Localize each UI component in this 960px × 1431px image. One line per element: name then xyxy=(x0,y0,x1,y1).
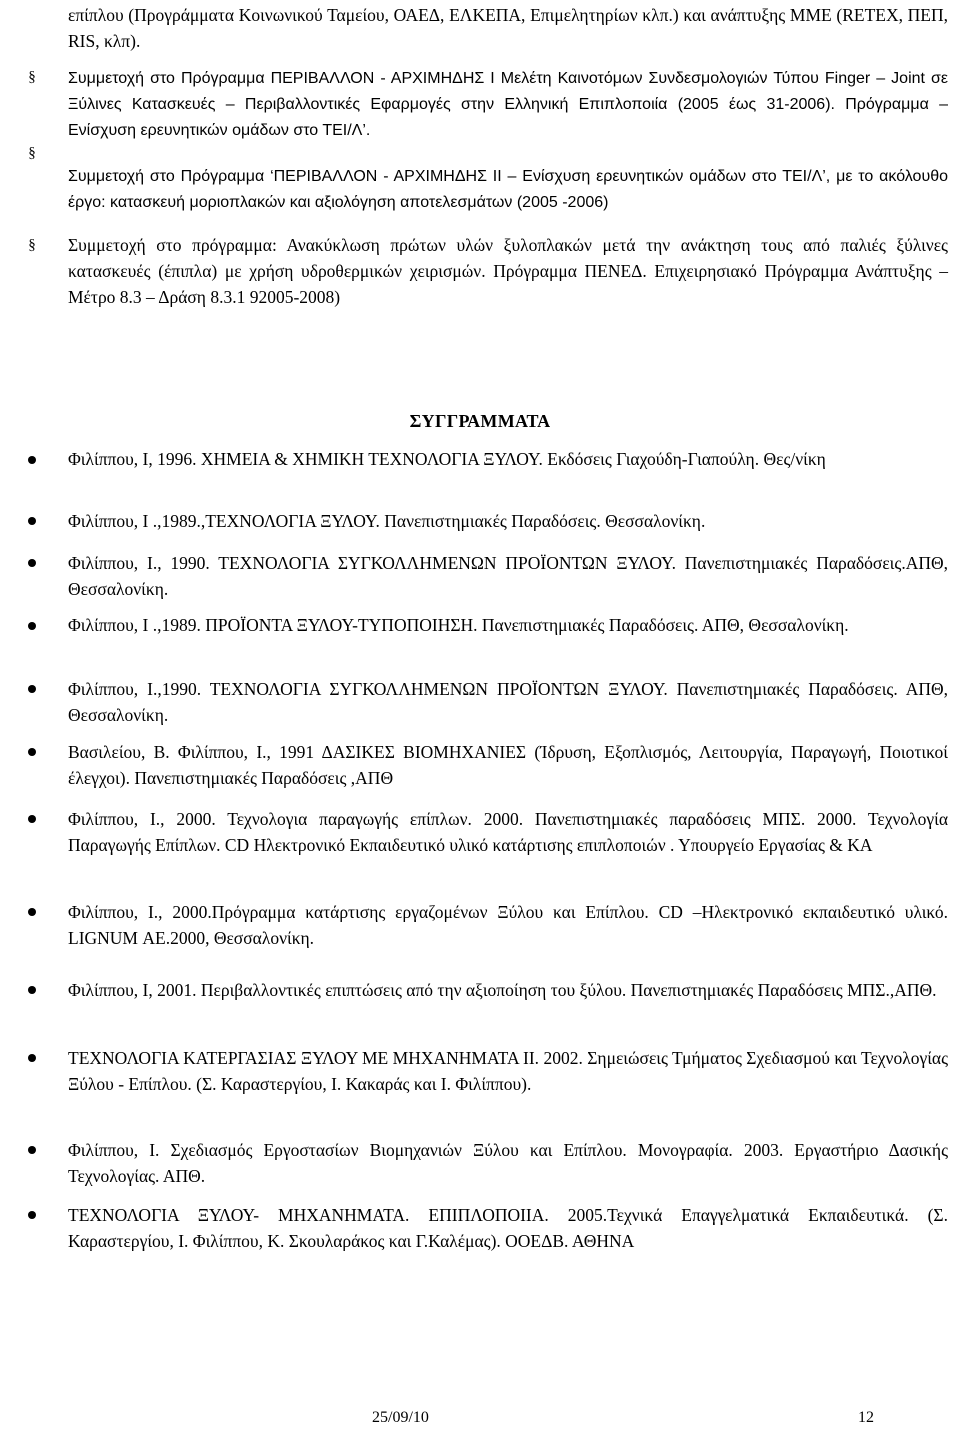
reference-item: Φιλίππου, Ι .,1989. ΠΡΟΪΟΝΤΑ ΞΥΛΟΥ-ΤΥΠΟΠΟΙΗΣΗ. Πανεπιστημιακές Παραδόσεις. ΑΠΘ, Θεσσαλονίκη. xyxy=(68,615,849,635)
project-item xyxy=(52,66,948,144)
project-item xyxy=(52,232,948,310)
reference-item: Φιλίππου, Ι, 1996. ΧΗΜΕΙΑ & ΧΗΜΙΚΗ ΤΕΧΝΟΛΟΓΙΑ ΞΥΛΟΥ. Εκδόσεις Γιαχούδη-Γιαπούλη. Θες/νίκη xyxy=(68,449,826,469)
section-ornament-icon: § xyxy=(28,145,36,161)
reference-item: Βασιλείου, Β. Φιλίππου, Ι., 1991 ΔΑΣΙΚΕΣ ΒΙΟΜΗΧΑΝΙΕΣ (Ίδρυση, Εξοπλισμός, Λειτουργία, Παραγωγή, Ποιοτικοί έλεγχοι). Πανεπιστημιακές Παραδόσεις ,ΑΠΘ xyxy=(68,742,948,788)
bullet-icon xyxy=(28,1211,36,1219)
bullet-icon xyxy=(28,622,36,630)
reference-item: ΤΕΧΝΟΛΟΓΙΑ ΚΑΤΕΡΓΑΣΙΑΣ ΞΥΛΟΥ ΜΕ ΜΗΧΑΝΗΜΑΤΑ ΙΙ. 2002. Σημειώσεις Τμήματος Σχεδιασμού και Τεχνολογίας Ξύλου - Επίπλου. (Σ. Καραστεργίου, Ι. Κακαράς και Ι. Φιλίππου). xyxy=(68,1048,948,1094)
reference-item: Φιλίππου, Ι .,1989.,ΤΕΧΝΟΛΟΓΙΑ ΞΥΛΟΥ. Πανεπιστημιακές Παραδόσεις. Θεσσαλονίκη. xyxy=(68,511,706,531)
reference-item: Φιλίππου, Ι., 1990. ΤΕΧΝΟΛΟΓΙΑ ΣΥΓΚΟΛΛΗΜΕΝΩΝ ΠΡΟΪΟΝΤΩΝ ΞΥΛΟΥ. Πανεπιστημιακές Παραδόσεις.ΑΠΘ, Θεσσαλονίκη. xyxy=(68,553,948,599)
bullet-icon xyxy=(28,1146,36,1154)
bullet-icon xyxy=(28,685,36,693)
section-ornament-icon: § xyxy=(28,237,36,253)
page-number: 12 xyxy=(858,1409,874,1426)
bullet-icon xyxy=(28,517,36,525)
bullet-icon xyxy=(28,559,36,567)
project-text: Συμμετοχή στο Πρόγραμμα ‘ΠΕΡΙΒΑΛΛΟΝ - ΑΡΧΙΜΗΔΗΣ ΙΙ – Ενίσχυση ερευνητικών ομάδων στο ΤΕΙ/Λ’, με το ακόλουθο έργο: κατασκευή μοριοπλακών και αξιολόγηση αποτελεσμάτων (2005 -2006) xyxy=(68,168,948,211)
bullet-icon xyxy=(28,986,36,994)
bullet-icon xyxy=(28,456,36,464)
reference-item: Φιλίππου, Ι., 2000. Τεχνολογια παραγωγής επίπλων. 2000. Πανεπιστημιακές παραδόσεις ΜΠΣ. 2000. Τεχνολογία Παραγωγής Επίπλων. CD Ηλεκτρονικό Εκπαιδευτικό υλικό κατάρτισης επιπλοποιών . Υπουργείο Εργασίας & ΚΑ xyxy=(68,809,948,855)
reference-item: Φιλίππου, Ι., 2000.Πρόγραμμα κατάρτισης εργαζομένων Ξύλου και Επίπλου. CD –Ηλεκτρονικό εκπαιδευτικό υλικό. LIGNUM ΑΕ.2000, Θεσσαλονίκη. xyxy=(68,902,948,948)
footer-date: 25/09/10 xyxy=(372,1409,429,1426)
section-ornament-icon: § xyxy=(28,69,36,85)
reference-item: ΤΕΧΝΟΛΟΓΙΑ ΞΥΛΟΥ- ΜΗΧΑΝΗΜΑΤΑ. ΕΠΙΠΛΟΠΟΙΙΑ. 2005.Τεχνικά Επαγγελματικά Εκπαιδευτικά. (Σ. Καραστεργίου, Ι. Φιλίππου, Κ. Σκουλαράκος και Γ.Καλέμας). ΟΟΕΔΒ. ΑΘΗΝΑ xyxy=(68,1205,948,1251)
bullet-icon xyxy=(28,815,36,823)
reference-item: Φιλίππου, Ι.,1990. ΤΕΧΝΟΛΟΓΙΑ ΣΥΓΚΟΛΛΗΜΕΝΩΝ ΠΡΟΪΟΝΤΩΝ ΞΥΛΟΥ. Πανεπιστημιακές Παραδόσεις. ΑΠΘ, Θεσσαλονίκη. xyxy=(68,679,948,725)
bullet-icon xyxy=(28,1054,36,1062)
project-text: Συμμετοχή στο Πρόγραμμα ΠΕΡΙΒΑΛΛΟΝ - ΑΡΧΙΜΗΔΗΣ Ι Μελέτη Καινοτόμων Συνδεσμολογιών Τύπου Finger – Joint σε Ξύλινες Κατασκευές – Περιβαλλοντικές Εφαρμογές στην Ελληνική Επιπλοποιία (2005 έως 31-2006). Πρόγραμμα – Ενίσχυση ερευνητικών ομάδων στο ΤΕΙ/Λ’. xyxy=(68,70,948,139)
project-item xyxy=(52,164,948,216)
intro-paragraph: επίπλου (Προγράμματα Κοινωνικού Ταμείου, ΟΑΕΔ, ΕΛΚΕΠΑ, Επιμελητηρίων κλπ.) και ανάπτυξης ΜΜΕ (RETEX, ΠΕΠ, RIS, κλπ). xyxy=(68,5,948,51)
bullet-icon xyxy=(28,748,36,756)
bullet-icon xyxy=(28,908,36,916)
section-heading: ΣΥΓΓΡΑΜΜΑΤΑ xyxy=(409,411,551,431)
reference-item: Φιλίππου, Ι. Σχεδιασμός Εργοστασίων Βιομηχανιών Ξύλου και Επίπλου. Μονογραφία. 2003. Εργαστήριο Δασικής Τεχνολογίας. ΑΠΘ. xyxy=(68,1140,948,1186)
project-text: Συμμετοχή στο πρόγραμμα: Ανακύκλωση πρώτων υλών ξυλοπλακών μετά την ανάκτηση τους από παλιές ξύλινες κατασκευές (έπιπλα) με χρήση υδροθερμικών χειρισμών. Πρόγραμμα ΠΕΝΕΔ. Επιχειρησιακό Πρόγραμμα Ανάπτυξης – Μέτρο 8.3 – Δράση 8.3.1 92005-2008) xyxy=(68,235,948,307)
reference-item: Φιλίππου, Ι, 2001. Περιβαλλοντικές επιπτώσεις από την αξιοποίηση του ξύλου. Πανεπιστημιακές Παραδόσεις ΜΠΣ.,ΑΠΘ. xyxy=(68,980,937,1000)
